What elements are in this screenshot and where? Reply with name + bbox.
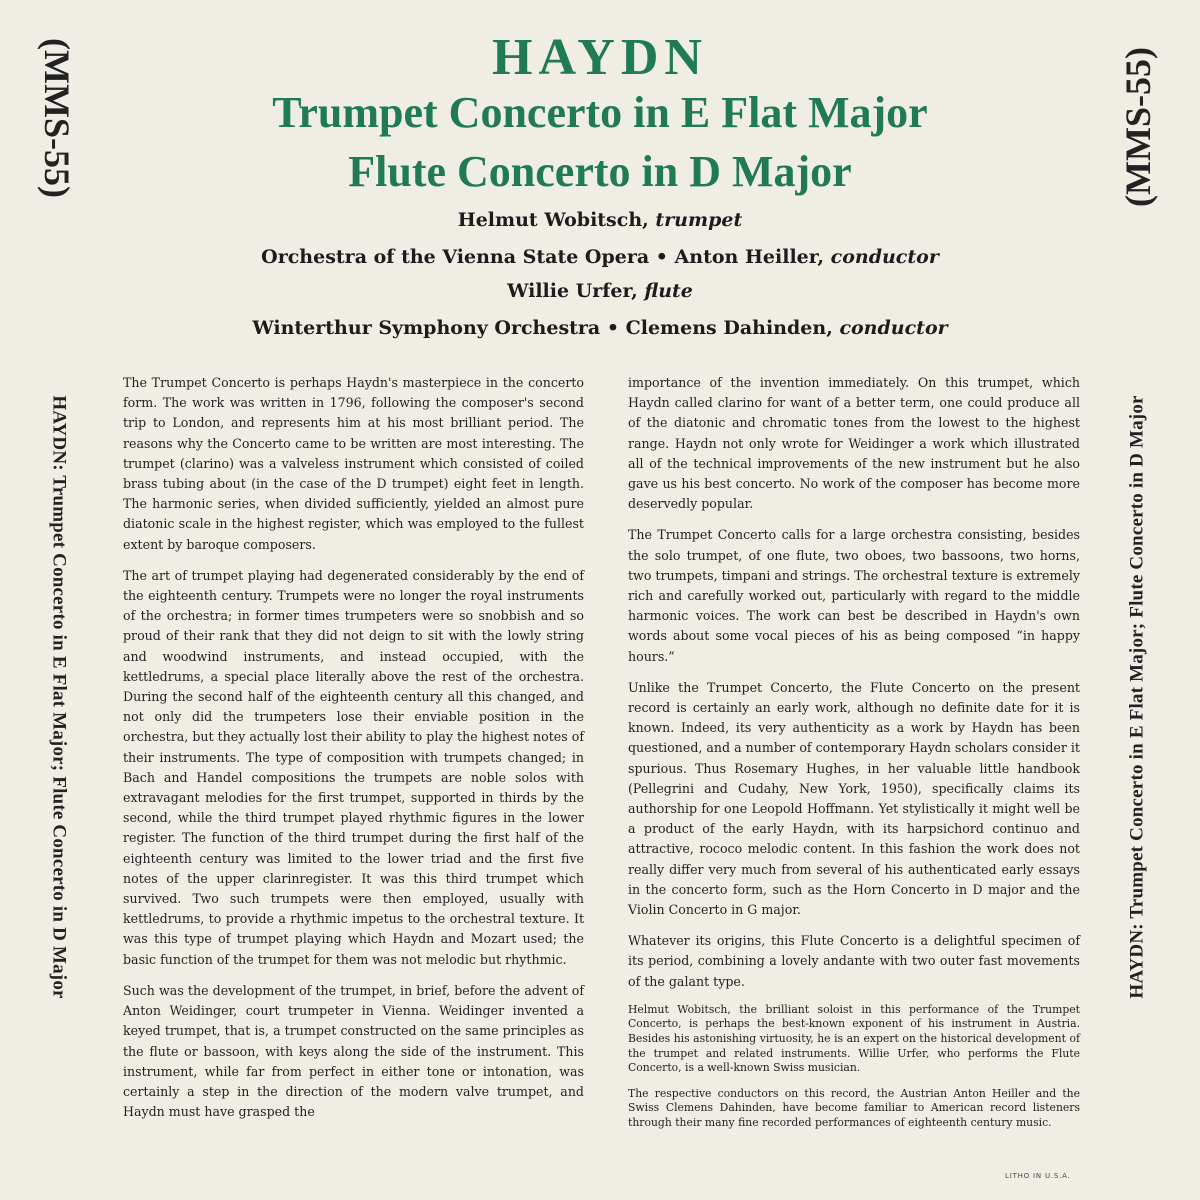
notes-paragraph: Unlike the Trumpet Concerto, the Flute Concerto on the present record is certainly an early work, although no definite date for it is known. Indeed, its very authenticity as a work by Haydn has been questioned, and a number of contemporary Haydn scholars consider it spurious. Thus Rosemary Hughes, in her valuable little handbook (Pellegrini and Cudahy, New York, 1950), specifically claims its authorship for one Leopold Hoffmann. Yet stylistically it might well be a product of the early Haydn, with its harpsichord continuo and attractive, rococo melodic content. In this fashion the work does not really differ very much from several of his authenticated early essays in the concerto form, such as the Horn Concerto in D major and the Violin Concerto in G major.: [628, 679, 1080, 918]
conductor-role: conductor: [839, 317, 948, 339]
work-title-trumpet: Trumpet Concerto in E Flat Major: [272, 88, 928, 137]
liner-notes-right-column: [628, 373, 1080, 1142]
spine-title-left: HAYDN: Trumpet Concerto in E Flat Major; Flute Concerto in D Major: [48, 395, 70, 999]
credit-soloist-trumpet: [0, 208, 1200, 232]
credit-soloist-flute: [0, 279, 1200, 303]
litho-imprint: LITHO IN U.S.A.: [1005, 1172, 1071, 1180]
conductors-note: The respective conductors on this record, the Austrian Anton Heiller and the Swiss Clemens Dahinden, have become familiar to American record listeners through their many fine recorded performances of eighteenth century music.: [628, 1086, 1080, 1130]
credit-orchestra-winterthur: [0, 316, 1200, 340]
notes-paragraph: importance of the invention immediately. On this trumpet, which Haydn called clarino for want of a better term, one could produce all of the diatonic and chromatic tones from the lowest to the highest range. Haydn not only wrote for Weidinger a work which illustrated all of the technical improvements of the new instrument but he also gave us his best concerto. No work of the composer has become more deservedly popular.: [628, 375, 1080, 512]
conductor-role: conductor: [830, 246, 939, 268]
soloist-name: Helmut Wobitsch,: [457, 209, 649, 231]
catalog-number-right: (MMS-55): [1118, 47, 1158, 207]
soloist-role: trumpet: [655, 209, 743, 231]
notes-paragraph: The art of trumpet playing had degenerated considerably by the end of the eighteenth century. Trumpets were no longer the royal instruments of the orchestra; in former times trumpeters were so snobbish and so proud of their rank that they did not deign to sit with the lowly string and woodwind instruments, and instead occupied, with the kettledrums, a special place literally above the rest of the orchestra. During the second half of the eighteenth century all this changed, and not only did the trumpeters lose their enviable position in the orchestra, but they actually lost their ability to play the highest notes of their instruments. The type of composition with trumpets changed; in Bach and Handel compositions the trumpets are noble solos with extravagant melodies for the first trumpet, supported in thirds by the second, while the third trumpet played rhythmic figures in the lower register. The function of the third trumpet during the first half of the eighteenth century was limited to the lower triad and the first five notes of the upper clarinregister. It was this third trumpet which survived. Two such trumpets were then employed, usually with kettledrums, to provide a rhythmic impetus to the orchestral texture. It was this type of trumpet playing which Haydn and Mozart used; the basic function of the trumpet for them was not melodic but rhythmic.: [123, 567, 584, 967]
notes-paragraph: The Trumpet Concerto is perhaps Haydn's masterpiece in the concerto form. The work was written in 1796, following the composer's second trip to London, and represents him at his most brilliant period. The reasons why the Concerto came to be written are most interesting. The trumpet (clarino) was a valveless instrument which consisted of coiled brass tubing about (in the case of the D trumpet) eight feet in length. The harmonic series, when divided sufficiently, yielded an almost pure diatonic scale in the highest register, which was employed to the fullest extent by baroque composers.: [123, 375, 584, 552]
catalog-number-left: (MMS-55): [37, 38, 77, 198]
notes-paragraph: Whatever its origins, this Flute Concerto is a delightful specimen of its period, combining a lovely andante with two outer fast movements of the galant type.: [628, 933, 1080, 989]
orchestra-name: Orchestra of the Vienna State Opera • Anton Heiller,: [261, 246, 825, 268]
notes-paragraph: Such was the development of the trumpet, in brief, before the advent of Anton Weidinger, court trumpeter in Vienna. Weidinger invented a keyed trumpet, that is, a trumpet constructed on the same principles as the flute or bassoon, with keys along the side of the instrument. This instrument, while far from perfect in either tone or intonation, was certainly a step in the direction of the modern valve trumpet, and Haydn must have grasped the: [123, 982, 584, 1120]
orchestra-name: Winterthur Symphony Orchestra • Clemens Dahinden,: [252, 317, 833, 339]
work-title-flute: Flute Concerto in D Major: [348, 147, 852, 196]
composer-title: HAYDN: [492, 29, 708, 86]
spine-title-right: HAYDN: Trumpet Concerto in E Flat Major; Flute Concerto in D Major: [1126, 395, 1148, 999]
credit-orchestra-vienna: [0, 245, 1200, 269]
liner-notes-left-column: [123, 373, 584, 1133]
artists-note: Helmut Wobitsch, the brilliant soloist in this performance of the Trumpet Concerto, is perhaps the best-known exponent of his instrument in Austria. Besides his astonishing virtuosity, he is an expert on the historical development of the trumpet and related instruments. Willie Urfer, who performs the Flute Concerto, is a well-known Swiss musician.: [628, 1002, 1080, 1075]
notes-paragraph: The Trumpet Concerto calls for a large orchestra consisting, besides the solo trumpet, of one flute, two oboes, two bassoons, two horns, two trumpets, timpani and strings. The orchestral texture is extremely rich and carefully worked out, particularly with regard to the middle harmonic voices. The work can best be described in Haydn's own words about some vocal pieces of his as being composed “in happy hours.”: [628, 527, 1080, 664]
soloist-name: Willie Urfer,: [507, 280, 638, 302]
soloist-role: flute: [644, 280, 693, 302]
